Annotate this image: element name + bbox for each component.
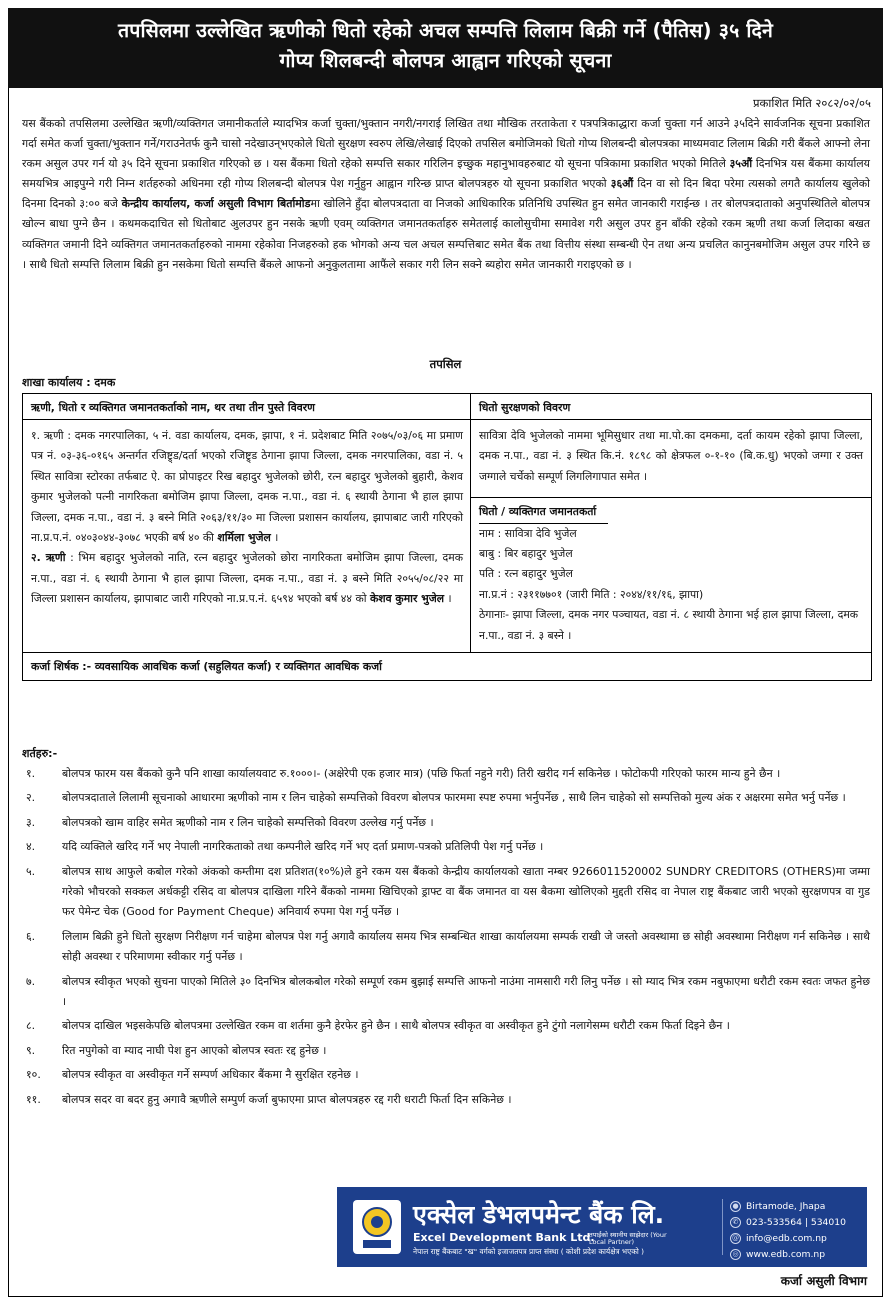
header-title-line1: तपसिलमा उल्लेखित ऋणीको धितो रहेको अचल सम्पत्ति लिलाम बिक्री गर्ने (पैतिस) ३५ दिने (117, 19, 774, 42)
intro-bold-36th: ३६औं (610, 177, 634, 191)
contact-phone-text: 023-533564 | 534010 (746, 1217, 846, 1228)
intro-text-1: यस बैंकको तपसिलमा उल्लेखित ऋणी/व्यक्तिगत जमानीकर्ताले म्यादभित्र कर्जा चुक्ता/भुक्तान नगरी/नगराई लिखित तथा मौखिक तरताकेता र पत्रपत्रिकाद्धारा कर्जा चुक्ता गर्न आउने ३५दिने सार्वजनिक सूचना प्रकाशित गर्दा समेत कर्जा चुक्ता/भुक्तान गर्ने/गराउनेतर्फ कुनै चासो नदेखाउन्‌भएकोले धितो सुरक्षण स्वरुप लेखि/लेखाई दिएको तपसिल बमोजिमको धितो गोप्य शिलबन्दी बोलपत्रका माध्यमवाट लिलाम बिक्री गरी बैंकले आफ्नो लेना रकम असुल उपर गर्न यो ३५ दिने सूचना प्रकाशित गरिएको छ । यस बैंकमा धितो रहेको सम्पत्ति सकार गरिलिन इच्छुक महानुभावहरुबाट यो सूचना पत्रिकामा प्रकाशित भएको मितिले (22, 117, 870, 171)
term-text: रित नपुगेको वा म्याद नाघी पेश हुन आएको बोलपत्र स्वतः रद्द हुनेछ । (62, 1043, 327, 1057)
contact-email[interactable] (730, 1233, 827, 1244)
term-text: बोलपत्र फारम यस बैंकको कुनै पनि शाखा कार्यालयवाट रु.१०००।- (अक्षेरेपी एक हजार मात्र) (पछि फिर्ता नहुने गरी) तिरी खरीद गर्न सकिनेछ । फोटोकपी गरिएको फारम मान्य हुने छैन । (62, 767, 781, 780)
guarantor-father: बाबु : बिर बहादुर भुजेल (479, 547, 573, 561)
list-item (22, 927, 870, 968)
term-text: बोलपत्र स्वीकृत भएको सुचना पाएको मितिले ३० दिनभित्र बोलकबोल गरेको सम्पूर्ण रकम बुझाई सम्पत्ति आफनो नाउंमा नामसारी गरी लिनु पर्नेछ । सो म्याद भित्र रकम नबुफाएमा धरौटी रकम स्वतः जफत हुनेछ । (62, 974, 870, 1009)
borrower-2 (31, 548, 463, 609)
term-text: बोलपत्र दाखिल भइसकेपछि बोलपत्रमा उल्लेखित रकम वा शर्तमा कुनै हेरफेर हुने छैन । साथै बोलपत्र स्वीकृत वा अस्वीकृत हुने टुंगो नलागेसम्म धरौटी रकम फिर्ता दिइने छैन । (62, 1019, 730, 1033)
property-description: सावित्रा देवि भुजेलको नाममा भूमिसुधार तथा मा.पो.का दमकमा, दर्ता कायम रहेको झापा जिल्ला, दमक न.पा., वडा नं. ३ स्थित कि.नं. १८९८ को क्षेत्रफल ०-१-१० (बि.क.धु) भएको जग्गा र उक्त जग्गाले चर्चेको सम्पूर्ण लिगलिगापात समेत । (479, 429, 863, 483)
details-table (22, 393, 872, 681)
term-number: ७. (26, 974, 36, 988)
guarantor-address: ठेगानाः- झापा जिल्ला, दमक नगर पञ्चायत, वडा नं. ८ स्थायी ठेगाना भई हाल झापा जिल्ला, दमक न.पा., वडा नं. ३ बस्ने । (479, 608, 859, 642)
list-item (22, 972, 870, 1013)
table-row (23, 420, 872, 653)
contact-web-text[interactable]: www.edb.com.np (746, 1249, 826, 1260)
contact-phone (730, 1217, 846, 1228)
term-text: बोलपत्रदाताले लिलामी सूचनाको आधारमा ऋणीको नाम र लिन चाहेको सम्पत्तिको विवरण बोलपत्र फारममा स्पष्ट रुपमा भर्नुपर्नेछ , साथै लिन चाहेको सो सम्पत्तिको मुल्य अंक र अक्षरमा समेत भर्नु पर्नेछ । (62, 791, 846, 805)
guarantor-block (471, 497, 871, 652)
bank-divider (722, 1199, 723, 1255)
intro-text-3: दिन वा सो दिन बिदा परेमा त्यसको लगतै कार्यालय खुलेको दिनमा दिनको ३:०० बजे (22, 177, 870, 211)
phone-icon: ✆ (730, 1217, 741, 1228)
term-text: बोलपत्र साथ आफुले कबोल गरेको अंकको कम्तीमा दश प्रतिशत(१०%)ले हुने रकम यस बैंकको केन्द्रीय कार्यालयको खाता नम्बर 9266011520002 SUNDRY CREDITORS (OTHERS)मा जम्मा गरेको भौचरको सक्कल अर्धकट्टी रसिद वा बोलपत्र दाखिला गरिने बैंकको नाममा खिचिएको ड्राफ्ट वा बैंक जमानत वा यस बैकमा खोलिएको मुद्दती रसिद वा नेपाल राष्ट्र बैंकबाट जारी भएको सुरक्षणपत्र वा गुड फर पेमेन्ट चेक (Good for Payment Cheque) अनिवार्य रुपमा पेश गर्नु पर्नेछ । (62, 864, 870, 919)
guarantor-name: नाम : सावित्रा देवि भुजेल (479, 526, 577, 540)
branch-office: शाखा कार्यालय : दमक (22, 376, 116, 389)
list-item (22, 1041, 870, 1061)
department-signature: कर्जा असुली विभाग (780, 1274, 867, 1288)
list-item (22, 764, 870, 784)
bank-banner (337, 1187, 867, 1267)
term-text: बोलपत्रको खाम वाहिर समेत ऋणीको नाम र लिन चाहेको सम्पत्तिको विवरण उल्लेख गर्नु पर्नेछ । (62, 815, 434, 829)
loan-type-row (23, 653, 872, 681)
bank-name-nepali: एक्सेल डेभलपमेन्ट बैंक लि. (413, 1200, 665, 1229)
borrower-2-end: । (444, 592, 452, 606)
list-item (22, 1016, 870, 1036)
list-item (22, 813, 870, 833)
list-item (22, 837, 870, 857)
contact-address (730, 1201, 825, 1212)
term-text: बोलपत्र स्वीकृत वा अस्वीकृत गर्ने सम्पर्ण अधिकार बैंकमा नै सुरक्षित रहनेछ । (62, 1068, 359, 1082)
term-number: ४. (26, 840, 36, 854)
borrower-2-name: केशव कुमार भुजेल (370, 592, 445, 606)
borrower-2-text: : भिम बहादुर भुजेलको नाति, रत्न बहादुर भुजेलको छोरा नागरिकता बमोजिम झापा जिल्ला, दमक न.पा., वडा नं. ६ स्थायी ठेगाना भै हाल झापा जिल्ला, दमक न.पा., वडा नं. ३ बस्ने मिति २०५५/०८/२२ मा जिल्ला प्रशासन कार्यालय, झापाबाट जारी गरिएको ना.प्र.प.नं. ६५९४ भएको बर्ष ४४ को (31, 551, 463, 606)
term-text: बोलपत्र सदर वा बदर हुनु अगावै ऋणीले सम्पुर्ण कर्जा बुफाएमा प्राप्त बोलपत्रहरु रद्द गरी धराटी फिर्ता दिन सकिनेछ । (62, 1092, 512, 1106)
collateral-cell (471, 420, 872, 653)
term-number: १०. (26, 1068, 41, 1082)
borrower-2-label: २. ऋणी (31, 551, 66, 565)
col-header-collateral: धितो सुरक्षणको विवरण (471, 394, 872, 420)
term-text: यदि व्यक्तिले खरिद गर्ने भए नेपाली नागरिकताको तथा कम्पनीले खरिद गर्ने भए दर्ता प्रमाण-पत्रको प्रतिलिपी पेश गर्नु पर्नेछ । (62, 840, 544, 854)
email-icon: @ (732, 1234, 739, 1242)
list-item (22, 1065, 870, 1085)
contact-email-text[interactable]: info@edb.com.np (746, 1233, 827, 1244)
published-date: प्रकाशित मिति २०८२/०२/०५ (753, 96, 871, 110)
term-number: ६. (26, 929, 36, 943)
borrower-1 (31, 426, 463, 548)
term-number: ५. (26, 864, 36, 878)
term-number: ८. (26, 1019, 36, 1033)
col-header-borrower: ऋणी, धितो र व्यक्तिगत जमानतकर्ताको नाम, थर तथा तीन पुस्ते विवरण (23, 394, 471, 420)
notice-header (8, 8, 883, 88)
bank-license-note: नेपाल राष्ट्र बैंकबाट "ख" वर्गको इजाजतपत्र प्राप्त संस्था ( कोशी प्रदेश कार्यक्षेत्र भएको ) (413, 1247, 645, 1256)
intro-text-2: दिनभित्र यस बैंकमा कार्यालय समयभित्र आइपुग्ने गरी निम्न शर्तहरुको अधिनमा रही गोप्य शिलबन्दी बोलपत्र पेश गर्नुहुन आह्वान गरिन्छ प्राप्त बोलपत्रहरु यो सूचना प्रकाशित भएको (22, 157, 871, 191)
terms-title: शर्तहरु:- (22, 747, 58, 760)
bank-logo-icon (353, 1200, 401, 1254)
loan-type: कर्जा शिर्षक :- व्यवसायिक आवधिक कर्जा (सहुलियत कर्जा) र व्यक्तिगत आवधिक कर्जा (23, 653, 872, 681)
intro-text-4: मा खोलिने हुँदा बोलपत्रदाता वा निजको आधिकारिक प्रतिनिधि उपस्थित हुन समेत जानकारी गराईन्छ । तर बोलपत्रदाताको अनुपस्थितिले बोलपत्र खोल्न बाधा पुग्ने छैन । कथमकदाचित सो धितोबाट ‌अुलउपर हुन नसके ऋणी एवम् व्यक्तिगत जमानतकर्ताहरु समेतलाई कालोसुचीमा समावेश गरी असुल उपर हुन बाँकी रहेको रकम ऋणी तथा कर्जा लिदाका बखत व्यक्तिगत जमानी दिने व्यक्तिगत जमानतकर्ताहरुको नाममा रहेकोवा निजहरुको हक भोगको अन्य चल अचल सम्पत्तिबाट समेत बैंक तथा वित्तीय संस्था सम्बन्धी ऐन तथा अन्य प्रचलित कानुनबमोजिम असुल उपर गरिने छ । साथै धितो सम्पत्ति लिलाम बिक्री हुन नसकेमा धितो सम्पत्ति बैंकले आफनो अनुकुलतामा आफैंले सकार गरी लिन सक्ने ब्यहोरा समेत जानकारी गराइएको छ । (22, 197, 871, 271)
bank-name-english: Excel Development Bank Ltd. (413, 1231, 595, 1244)
intro-paragraph (22, 114, 870, 275)
term-number: ३. (26, 815, 36, 829)
term-number: ९. (26, 1043, 36, 1057)
borrower-1-end: । (270, 531, 279, 545)
guarantor-husband: पति : रत्न बहादुर भुजेल (479, 567, 573, 581)
term-number: १. (26, 767, 36, 780)
list-item (22, 788, 870, 808)
bank-tagline: तपाईंको स्थानीय साझेदार (Your Local Partner) (589, 1231, 667, 1246)
table-header-row (23, 394, 872, 420)
list-item (22, 862, 870, 923)
contact-address-text: Birtamode, Jhapa (746, 1201, 826, 1212)
borrower-1-text: १. ऋणी : दमक नगरपालिका, ५ नं. वडा कार्यालय, दमक, झापा, १ नं. प्रदेशबाट मिति २०७५/०३/०६ मा प्रमाण पत्र नं. ०३-३६-०१६५ अन्तर्गत रजिष्ट्र्ड/दर्ता भएको रजिष्ट्र्ड ठेगाना झापा जिल्ला, दमक नगरपालिका, वडा नं. ५ स्थित सावित्रा स्टोरका तर्फबाट ऐ. का प्रोपाइटर रिख बहादुर भुजेलको छोरी, रत्न बहादुर भुजेलको बुहारी, केशव कुमार भुजेलको पत्नी नागरिकता बमोजिम झापा जिल्ला, दमक न.पा., वडा नं. ६ स्थायी ठेगाना भै हाल झापा जिल्ला, दमक न.पा., वडा नं. ३ बस्ने मिति २०६३/११/३० मा जिल्ला प्रशासन कार्यालय, झापाबाट जारी गरिएको ना.प्र.प.नं. ०४०३०४४-३०७८ भएकी बर्ष ४० की (31, 429, 463, 545)
borrower-1-name: शर्मिला भुजेल (217, 531, 271, 545)
terms-list (22, 764, 870, 1114)
term-text: लिलाम बिक्री हुने धितो सुरक्षण निरीक्षण गर्न चाहेमा बोलपत्र पेश गर्नु अगावै कार्यालय समय भित्र सम्बन्धित शाखा कार्यालयमा सम्पर्क राखी जे जस्तो अवस्थामा छ सोही अवस्थामा निरीक्षण गर्न सकिनेछ । साथै सोही अवस्था र परिमाणमा स्वीकार गर्नु पर्नेछ । (62, 929, 870, 964)
term-number: २. (26, 791, 36, 805)
location-icon: ● (730, 1201, 741, 1212)
guarantor-title: धितो / व्यक्तिगत जमानतकर्ता (479, 502, 608, 523)
intro-bold-35th: ३५औं (729, 157, 753, 171)
term-number: ११. (26, 1092, 41, 1106)
contact-web[interactable] (730, 1249, 825, 1260)
list-item (22, 1090, 870, 1110)
globe-icon: ◎ (730, 1249, 741, 1260)
borrower-cell (23, 420, 471, 653)
header-title-line2: गोप्य शिलबन्दी बोलपत्र आह्वान गरिएको सूचना (279, 49, 612, 72)
intro-bold-office: केन्द्रीय कार्यालय, कर्जा असुली विभाग बिर्तामोड (121, 197, 311, 211)
guarantor-citizenship: ना.प्र.नं : २३११७७०१ (जारी मिति : २०४४/११/१६, झापा) (479, 587, 704, 601)
section-title: तपसिल (429, 357, 462, 371)
